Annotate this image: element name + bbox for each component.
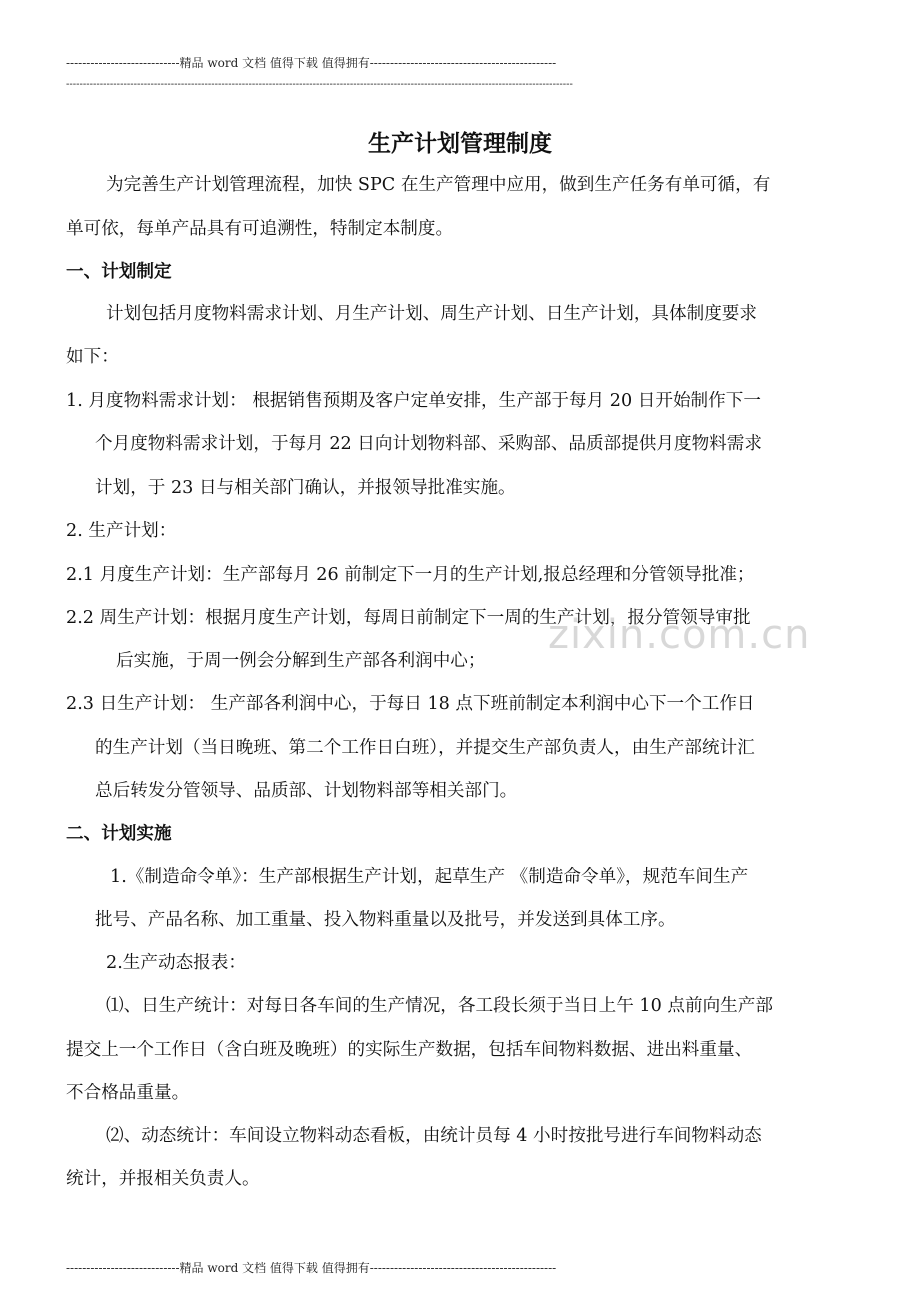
item-2-3-line-2: 的生产计划（当日晚班、第二个工作日白班），并提交生产部负责人，由生产部统计汇: [95, 738, 755, 758]
document-title: 生产计划管理制度: [368, 131, 552, 157]
header-rule: ------------------------------------------------------------------------------------------------------------------------------------------------------: [66, 79, 573, 90]
section-2-item-1-line-2: 批号、产品名称、加工重量、投入物料重量以及批号，并发送到具体工序。: [95, 910, 676, 930]
item-1-line-1: 1. 月度物料需求计划： 根据销售预期及客户定单安排，生产部于每月 20 日开始制作下一: [66, 391, 761, 411]
sub-2-line-2: 统计，并报相关负责人。: [66, 1169, 260, 1189]
watermark: zixin.com.cn: [548, 612, 811, 658]
sub-2-line-1: ⑵、动态统计：车间设立物料动态看板，由统计员每 4 小时按批号进行车间物料动态: [106, 1126, 762, 1146]
item-2-1: 2.1 月度生产计划：生产部每月 26 前制定下一月的生产计划,报总经理和分管领导批准；: [66, 565, 755, 585]
item-2-3-line-1: 2.3 日生产计划： 生产部各利润中心，于每日 18 点下班前制定本利润中心下一个工作日: [66, 694, 755, 714]
item-1-line-3: 计划，于 23 日与相关部门确认，并报领导批准实施。: [95, 478, 516, 498]
section-2-item-1-line-1: 1.《制造命令单》：生产部根据生产计划，起草生产 《制造命令单》，规范车间生产: [110, 867, 749, 887]
item-1-line-2: 个月度物料需求计划，于每月 22 日向计划物料部、采购部、品质部提供月度物料需求: [95, 434, 762, 454]
section-1-lead-line-2: 如下：: [66, 347, 119, 367]
intro-line-2: 单可依，每单产品具有可追溯性，特制定本制度。: [66, 219, 454, 239]
sub-1-line-3: 不合格品重量。: [66, 1083, 190, 1103]
item-2-2-line-2: 后实施，于周一例会分解到生产部各利润中心；: [116, 651, 486, 671]
page-footer: ----------------------------精品 word 文档 值得下载 值得拥有----------------------------------------------: [66, 1261, 557, 1275]
section-1-heading: 一、计划制定: [66, 262, 172, 282]
sub-1-line-2: 提交上一个工作日（含白班及晚班）的实际生产数据，包括车间物料数据、进出料重量、: [66, 1040, 753, 1060]
item-2-heading: 2. 生产计划：: [66, 521, 177, 541]
section-2-item-2-heading: 2.生产动态报表：: [106, 953, 246, 973]
sub-1-line-1: ⑴、日生产统计：对每日各车间的生产情况，各工段长须于当日上午 10 点前向生产部: [106, 996, 773, 1016]
item-2-3-line-3: 总后转发分管领导、品质部、计划物料部等相关部门。: [95, 781, 518, 801]
section-2-heading: 二、计划实施: [66, 824, 172, 844]
item-2-2-line-1: 2.2 周生产计划：根据月度生产计划，每周日前制定下一周的生产计划，报分管领导审批: [66, 608, 751, 628]
intro-line-1: 为完善生产计划管理流程，加快 SPC 在生产管理中应用，做到生产任务有单可循，有: [106, 175, 771, 195]
section-1-lead-line-1: 计划包括月度物料需求计划、月生产计划、周生产计划、日生产计划，具体制度要求: [106, 304, 757, 324]
page-header: ----------------------------精品 word 文档 值得下载 值得拥有----------------------------------------------: [66, 56, 557, 70]
